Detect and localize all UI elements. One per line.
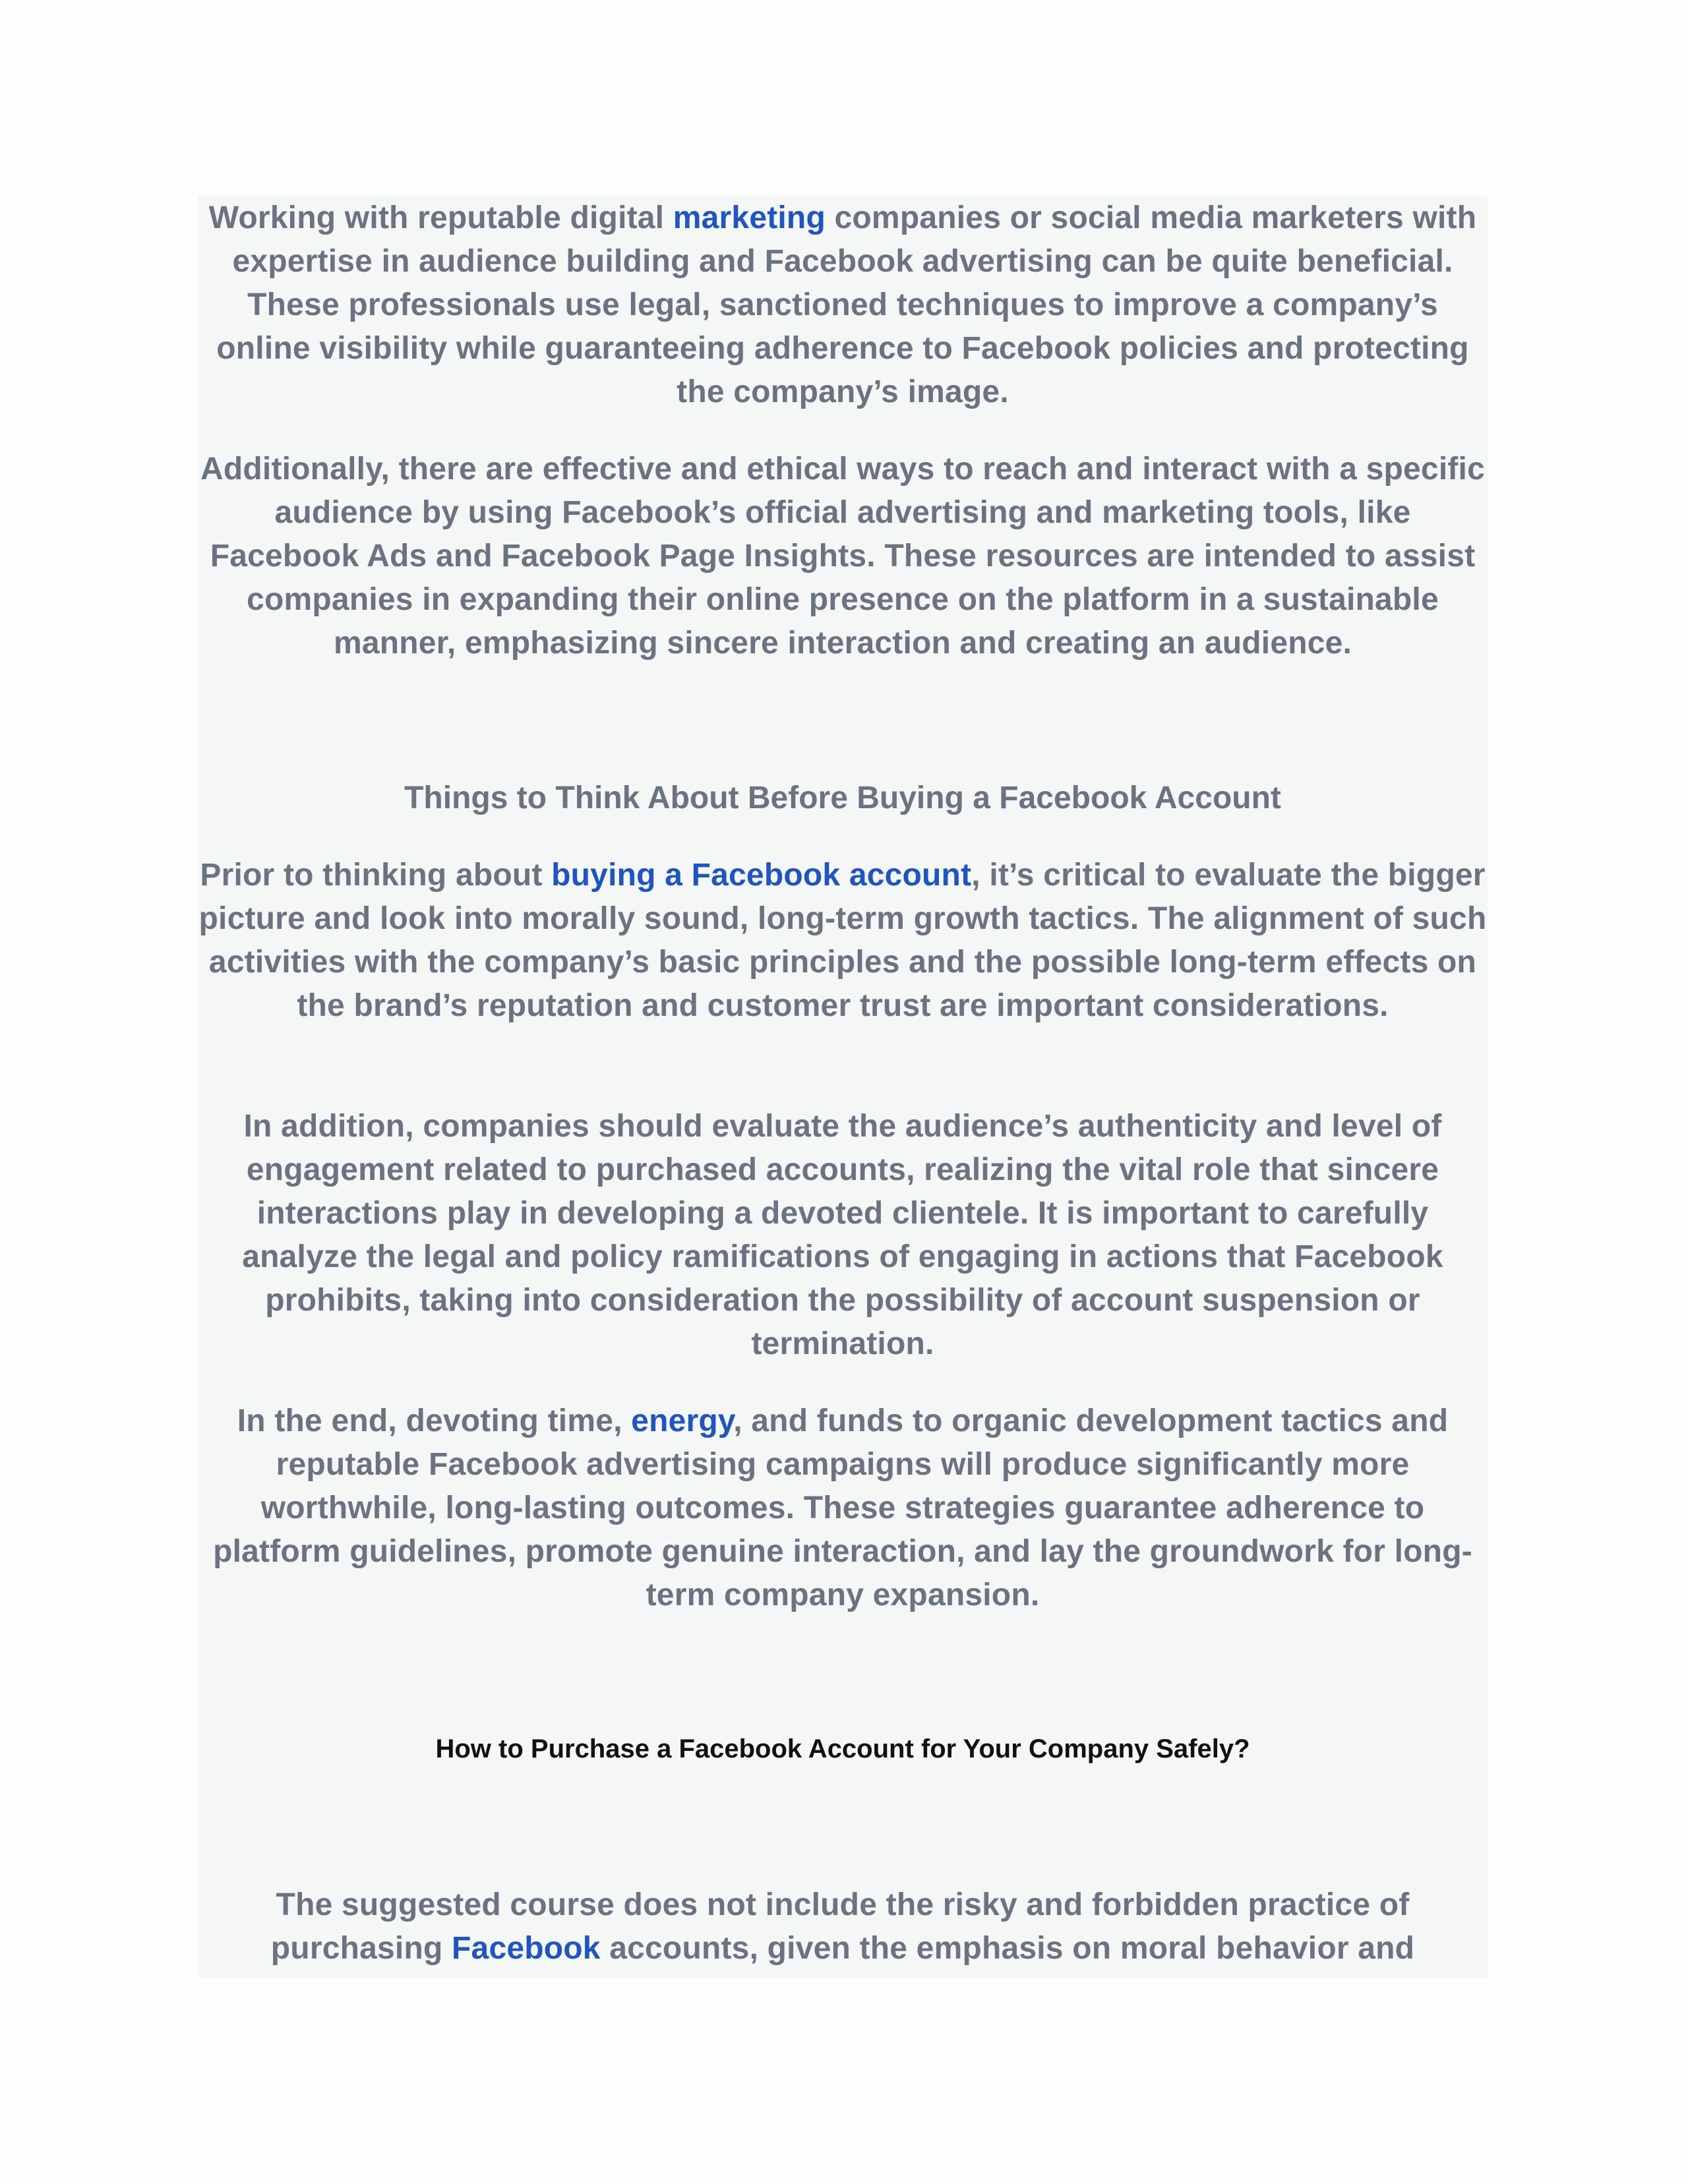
paragraph-text: , it’s critical to evaluate the bigger picture and look into morally sound, long-term growth tactics. The alignment of such activities with the company’s basic principles and the possible long-term effects on the brand’s reputation and customer trust are important considerations. [198, 858, 1487, 1023]
paragraph-text: Working with reputable digital [208, 200, 673, 235]
marketing-link[interactable]: marketing [673, 200, 826, 235]
paragraph-text: accounts, given the emphasis on moral behavior and [600, 1931, 1415, 1966]
paragraph-audience-authenticity [198, 1105, 1488, 1366]
energy-link[interactable]: energy [631, 1403, 734, 1438]
paragraph-marketing-companies [198, 196, 1488, 414]
paragraph-text: In the end, devoting time, [237, 1403, 632, 1438]
paragraph-text: In addition, companies should evaluate the audience’s authenticity and level of engagement related to purchased accounts, realizing the vital role that sincere interactions play in developing a devoted clientele. It is important to carefully analyze the legal and policy ramifications of engaging in actions that Facebook prohibits, taking into consideration the possibility of account suspension or termination. [242, 1109, 1443, 1361]
paragraph-text: The suggested course does not include the risky and forbidden practice of purchasing [270, 1887, 1410, 1966]
paragraph-text: companies or social media marketers with expertise in audience building and Facebook advertising can be quite beneficial. These professionals use legal, sanctioned techniques to improve a company’s online visibility while guaranteeing adherence to Facebook policies and protecting the company’s image. [216, 200, 1477, 409]
article-content [198, 196, 1488, 1978]
paragraph-suggested-course [198, 1883, 1488, 1970]
section-heading-purchase-safely: How to Purchase a Facebook Account for Your Company Safely? [435, 1734, 1250, 1763]
buying-facebook-account-link[interactable]: buying a Facebook account [551, 858, 972, 893]
paragraph-organic-development [198, 1400, 1488, 1617]
paragraph-text: Prior to thinking about [200, 858, 552, 893]
paragraph-text: , and funds to organic development tactics and reputable Facebook advertising campaigns will produce significantly more worthwhile, long-lasting outcomes. These strategies guarantee adherence to platform guidelines, promote genuine interaction, and lay the groundwork for long-term company expansion. [213, 1403, 1472, 1612]
facebook-link[interactable]: Facebook [452, 1931, 601, 1966]
section-heading-things-to-think: Things to Think About Before Buying a Facebook Account [404, 781, 1281, 815]
paragraph-prior-to-buying [198, 854, 1488, 1028]
paragraph-official-tools [198, 448, 1488, 665]
paragraph-text: Additionally, there are effective and ethical ways to reach and interact with a specific audience by using Facebook’s official advertising and marketing tools, like Facebook Ads and Facebook Page Insights. These resources are intended to assist companies in expanding their online presence on the platform in a sustainable manner, emphasizing sincere interaction and creating an audience. [200, 452, 1485, 661]
